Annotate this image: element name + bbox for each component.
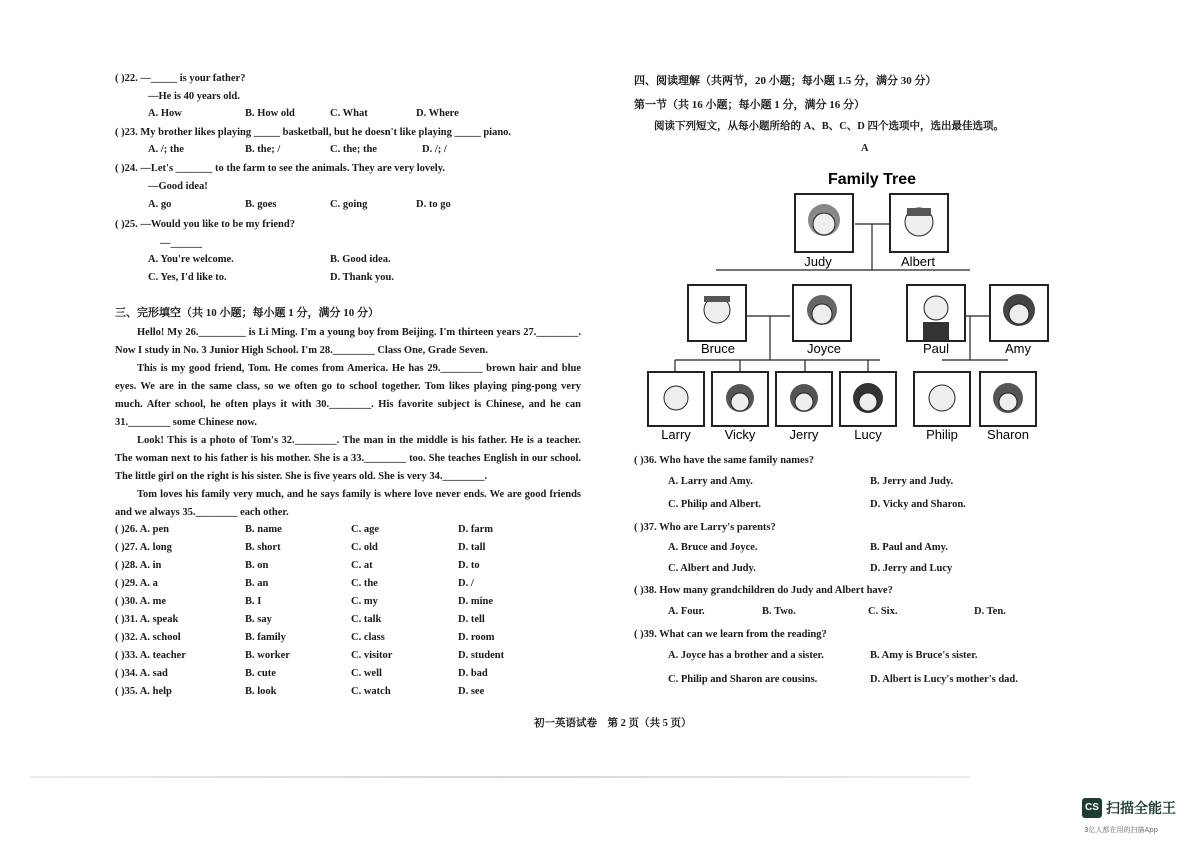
q23-opt-b: B. the; / xyxy=(245,144,281,155)
name-vicky: Vicky xyxy=(724,427,756,442)
cloze-option: B. family xyxy=(245,632,286,643)
cloze-option: ( )33. A. teacher xyxy=(115,650,186,661)
q38-opt-b: B. Two. xyxy=(762,606,796,617)
cloze-option: D. student xyxy=(458,650,505,661)
q24-opt-d: D. to go xyxy=(416,199,451,210)
page-footer: 初一英语试卷 第 2 页（共 5 页） xyxy=(534,718,692,729)
q24-opt-c: C. going xyxy=(330,199,368,210)
q39-opt-a: A. Joyce has a brother and a sister. xyxy=(668,650,824,661)
cloze-option: C. old xyxy=(351,542,378,553)
part1-title: 第一节（共 16 小题；每小题 1 分，满分 16 分） xyxy=(634,99,865,111)
q38-opt-d: D. Ten. xyxy=(974,606,1006,617)
q37-stem: ( )37. Who are Larry's parents? xyxy=(634,522,776,533)
q25-opt-d: D. Thank you. xyxy=(330,272,395,283)
q22-opt-c: C. What xyxy=(330,108,368,119)
name-amy: Amy xyxy=(1005,341,1031,356)
cloze-option: C. at xyxy=(351,560,373,571)
q37-opt-c: C. Albert and Judy. xyxy=(668,563,756,574)
cloze-option: C. age xyxy=(351,524,379,535)
name-paul: Paul xyxy=(922,341,950,356)
cloze-option: D. bad xyxy=(458,668,488,679)
cloze-option: D. mine xyxy=(458,596,493,607)
portrait-bruce xyxy=(688,285,746,341)
scan-edge-line xyxy=(30,776,970,778)
family-tree-diagram xyxy=(640,160,1060,448)
q24-opt-a: A. go xyxy=(148,199,172,210)
cloze-option: ( )35. A. help xyxy=(115,686,172,697)
q39-opt-b: B. Amy is Bruce's sister. xyxy=(870,650,978,661)
q36-opt-c: C. Philip and Albert. xyxy=(668,499,762,510)
cloze-option: B. say xyxy=(245,614,272,625)
cloze-option: D. to xyxy=(458,560,480,571)
name-jerry: Jerry xyxy=(789,427,819,442)
cloze-option: B. short xyxy=(245,542,281,553)
cloze-paragraph-2: This is my good friend, Tom. He comes from America. He has 29.________ brown hair and blue eyes. We are in the same class, so we often go to school together. Tom likes playing ping-pong very much. After school, he often plays it with 30.________. His favorite subject is Chinese, and he can 31.________ some Chinese now. xyxy=(115,363,581,428)
q25-opt-a: A. You're welcome. xyxy=(148,254,234,265)
cloze-option: C. my xyxy=(351,596,378,607)
q24-opt-b: B. goes xyxy=(245,199,277,210)
q23-opt-d: D. /; / xyxy=(422,144,447,155)
q39-opt-c: C. Philip and Sharon are cousins. xyxy=(668,674,818,685)
portrait-lucy xyxy=(840,372,896,426)
cloze-option: B. cute xyxy=(245,668,276,679)
q23-opt-a: A. /; the xyxy=(148,144,184,155)
q22-sub: —He is 40 years old. xyxy=(148,91,240,102)
q24-stem: ( )24. —Let's _______ to the farm to see the animals. They are very lovely. xyxy=(115,163,446,174)
name-bruce: Bruce xyxy=(701,341,735,356)
cloze-option: D. tell xyxy=(458,614,485,625)
portrait-judy xyxy=(795,194,853,252)
q25-opt-c: C. Yes, I'd like to. xyxy=(148,272,227,283)
q36-opt-d: D. Vicky and Sharon. xyxy=(870,499,966,510)
q38-opt-c: C. Six. xyxy=(868,606,898,617)
q23-opt-c: C. the; the xyxy=(330,144,377,155)
q36-stem: ( )36. Who have the same family names? xyxy=(634,455,815,466)
cloze-option: C. well xyxy=(351,668,382,679)
cloze-option: C. the xyxy=(351,578,378,589)
cloze-option: D. room xyxy=(458,632,495,643)
q37-opt-b: B. Paul and Amy. xyxy=(870,542,948,553)
portrait-vicky xyxy=(712,372,768,426)
q25-stem: ( )25. —Would you like to be my friend? xyxy=(115,219,295,230)
q38-opt-a: A. Four. xyxy=(668,606,705,617)
cloze-option: ( )31. A. speak xyxy=(115,614,179,625)
name-joyce: Joyce xyxy=(807,341,841,356)
cloze-option: ( )34. A. sad xyxy=(115,668,168,679)
cloze-option: D. farm xyxy=(458,524,493,535)
cloze-option: ( )30. A. me xyxy=(115,596,167,607)
q25-sub: —______ xyxy=(160,238,202,249)
section3-title: 三、完形填空（共 10 小题；每小题 1 分，满分 10 分） xyxy=(115,307,379,319)
passage-label: A xyxy=(861,143,869,154)
cloze-option: D. / xyxy=(458,578,474,589)
cloze-option: B. I xyxy=(245,596,262,607)
q24-sub: —Good idea! xyxy=(148,181,208,192)
cloze-option: B. worker xyxy=(245,650,290,661)
cloze-paragraph-3: Look! This is a photo of Tom's 32.________. The man in the middle is his father. He is a teacher. The woman next to his father is his mother. She is a 33.________ too. She teaches English in our school. The little girl on the right is his sister. She is five years old. She is very 34.________. xyxy=(115,435,581,482)
cloze-paragraph-1: Hello! My 26._________ is Li Ming. I'm a young boy from Beijing. I'm thirteen years 27.________. Now I study in No. 3 Junior High School. I'm 28.________ Class One, Grade Seven. xyxy=(115,327,581,356)
portrait-jerry xyxy=(776,372,832,426)
q36-opt-b: B. Jerry and Judy. xyxy=(870,476,954,487)
q25-opt-b: B. Good idea. xyxy=(330,254,391,265)
cloze-option: ( )27. A. long xyxy=(115,542,172,553)
cloze-option: C. class xyxy=(351,632,385,643)
q39-opt-d: D. Albert is Lucy's mother's dad. xyxy=(870,674,1018,685)
name-lucy: Lucy xyxy=(854,427,882,442)
camscanner-tagline: 3亿人都在用的扫描App xyxy=(1084,826,1159,834)
name-sharon: Sharon xyxy=(987,427,1029,442)
portrait-albert xyxy=(890,194,948,252)
cloze-option: B. look xyxy=(245,686,277,697)
q22-opt-d: D. Where xyxy=(416,108,459,119)
q22-opt-a: A. How xyxy=(148,108,182,119)
q39-stem: ( )39. What can we learn from the reading? xyxy=(634,629,827,640)
family-tree-title: Family Tree xyxy=(827,171,917,188)
q22-opt-b: B. How old xyxy=(245,108,295,119)
cloze-option: C. talk xyxy=(351,614,382,625)
cloze-option: ( )29. A. a xyxy=(115,578,158,589)
cloze-paragraph-4: Tom loves his family very much, and he says family is where love never ends. We are good friends and we always 35.________ each other. xyxy=(115,489,581,518)
q36-opt-a: A. Larry and Amy. xyxy=(668,476,753,487)
q37-opt-a: A. Bruce and Joyce. xyxy=(668,542,758,553)
name-judy: Judy xyxy=(804,254,832,269)
q38-stem: ( )38. How many grandchildren do Judy and Albert have? xyxy=(634,585,893,596)
name-larry: Larry xyxy=(661,427,691,442)
portrait-philip xyxy=(914,372,970,426)
q23-stem: ( )23. My brother likes playing _____ basketball, but he doesn't like playing _____ piano. xyxy=(115,127,512,138)
cloze-option: C. watch xyxy=(351,686,391,697)
cloze-option: ( )32. A. school xyxy=(115,632,181,643)
portrait-joyce xyxy=(793,285,851,341)
portrait-larry xyxy=(648,372,704,426)
cloze-option: C. visitor xyxy=(351,650,393,661)
cloze-option: ( )28. A. in xyxy=(115,560,162,571)
q22-stem: ( )22. —_____ is your father? xyxy=(115,73,246,84)
cloze-option: B. name xyxy=(245,524,282,535)
cloze-option: D. tall xyxy=(458,542,486,553)
cloze-option: D. see xyxy=(458,686,485,697)
section4-title: 四、阅读理解（共两节，20 小题；每小题 1.5 分，满分 30 分） xyxy=(634,75,937,87)
cloze-option: ( )26. A. pen xyxy=(115,524,169,535)
cloze-option: B. on xyxy=(245,560,269,571)
portrait-paul xyxy=(907,285,965,341)
portrait-sharon xyxy=(980,372,1036,426)
name-philip: Philip xyxy=(926,427,958,442)
q37-opt-d: D. Jerry and Lucy xyxy=(870,563,953,574)
cloze-option: B. an xyxy=(245,578,269,589)
camscanner-brand: 扫描全能王 xyxy=(1106,801,1176,817)
portrait-amy xyxy=(990,285,1048,341)
name-albert: Albert xyxy=(901,254,935,269)
camscanner-logo: CS xyxy=(1082,798,1102,818)
reading-instruction: 阅读下列短文，从每小题所给的 A、B、C、D 四个选项中，选出最佳选项。 xyxy=(654,121,1005,132)
